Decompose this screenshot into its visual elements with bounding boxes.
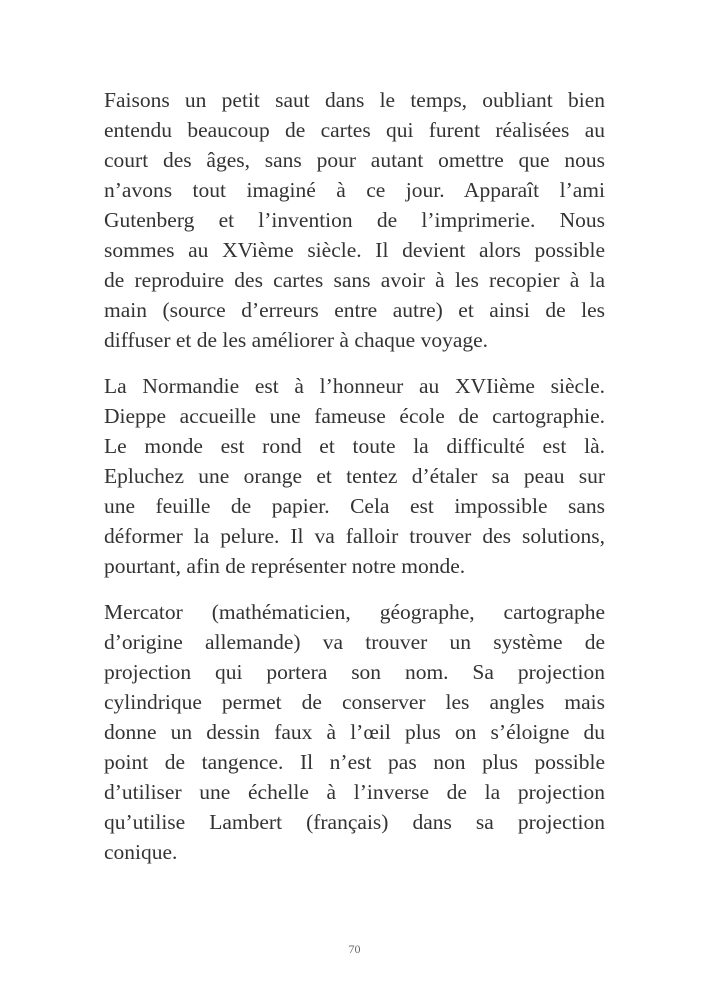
text-line: La Normandie est à l’honneur au XVIième siècle. (104, 374, 605, 398)
text-line: Mercator (mathématicien, géographe, cartographe (104, 600, 605, 624)
text-line: de reproduire des cartes sans avoir à les recopier à la (104, 268, 605, 292)
paragraph (104, 597, 605, 867)
paragraph (104, 85, 605, 355)
text-line: donne un dessin faux à l’œil plus on s’éloigne du (104, 720, 605, 744)
text-line: qu’utilise Lambert (français) dans sa projection (104, 810, 605, 834)
text-line: diffuser et de les améliorer à chaque voyage. (104, 328, 489, 352)
page-number: 70 (348, 942, 361, 956)
text-line: n’avons tout imaginé à ce jour. Apparaît l’ami (104, 178, 605, 202)
text-line: court des âges, sans pour autant omettre que nous (104, 148, 605, 172)
text-line: projection qui portera son nom. Sa projection (104, 660, 605, 684)
text-line: Epluchez une orange et tentez d’étaler sa peau sur (104, 464, 605, 488)
text-line: entendu beaucoup de cartes qui furent réalisées au (104, 118, 605, 142)
text-line: sommes au XVième siècle. Il devient alors possible (104, 238, 605, 262)
text-line: point de tangence. Il n’est pas non plus possible (104, 750, 605, 774)
text-line: cylindrique permet de conserver les angles mais (104, 690, 605, 714)
text-line: Faisons un petit saut dans le temps, oubliant bien (104, 88, 605, 112)
text-line: d’utiliser une échelle à l’inverse de la projection (104, 780, 605, 804)
text-line: Gutenberg et l’invention de l’imprimerie. Nous (104, 208, 605, 232)
page-body (104, 85, 605, 883)
text-line: une feuille de papier. Cela est impossible sans (104, 494, 605, 518)
text-line: Le monde est rond et toute la difficulté est là. (104, 434, 605, 458)
text-line: Dieppe accueille une fameuse école de cartographie. (104, 404, 605, 428)
text-line: déformer la pelure. Il va falloir trouver des solutions, (104, 524, 605, 548)
text-line: pourtant, afin de représenter notre monde. (104, 554, 466, 578)
text-line: conique. (104, 840, 178, 864)
paragraph (104, 371, 605, 581)
text-line: main (source d’erreurs entre autre) et ainsi de les (104, 298, 605, 322)
text-line: d’origine allemande) va trouver un système de (104, 630, 605, 654)
